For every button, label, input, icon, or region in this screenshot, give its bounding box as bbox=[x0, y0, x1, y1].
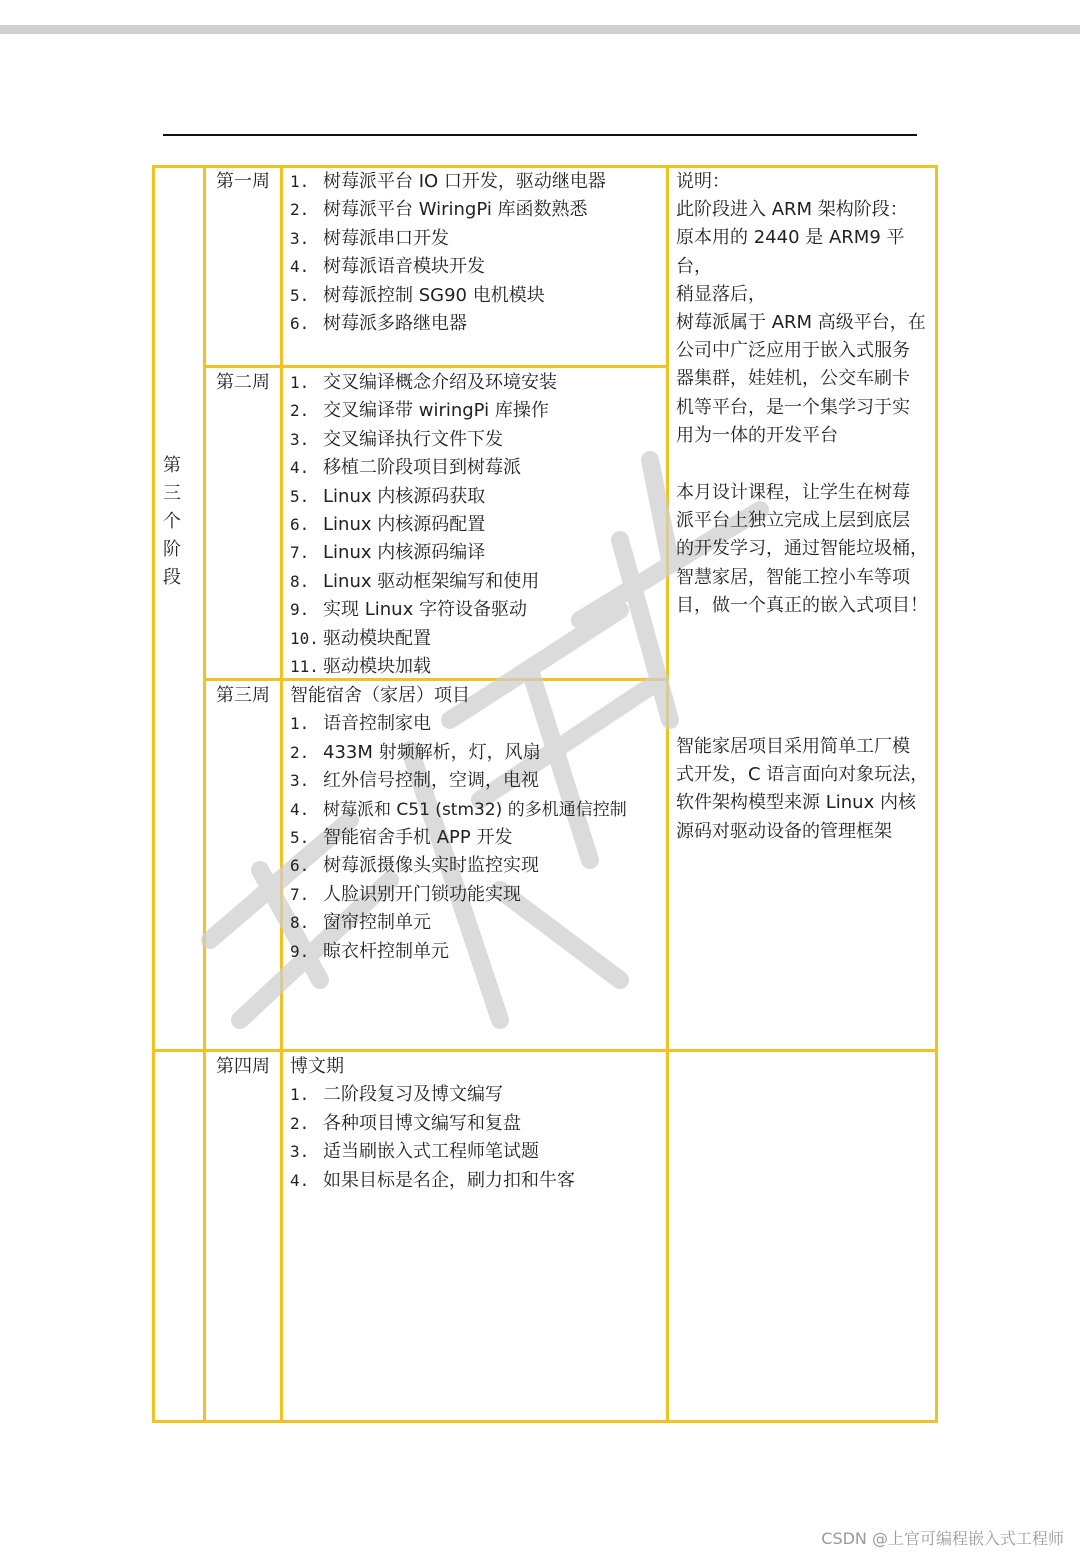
list-item: 4. 树莓派语音模块开发 bbox=[290, 256, 485, 278]
week3-content bbox=[290, 682, 664, 966]
list-item: 4. 树莓派和 C51 (stm32) 的多机通信控制 bbox=[290, 799, 627, 820]
list-item: 5. 智能宿舍手机 APP 开发 bbox=[290, 827, 513, 849]
note-line: 智慧家居，智能工控小车等项 bbox=[676, 566, 910, 588]
stage-label-char: 段 bbox=[163, 567, 181, 588]
list-item: 9. 晾衣杆控制单元 bbox=[290, 940, 449, 962]
list-item: 1. 交叉编译概念介绍及环境安装 bbox=[290, 372, 557, 393]
note-line: 公司中广泛应用于嵌入式服务 bbox=[676, 340, 910, 362]
note-line: 原本用的 2440 是 ARM9 平台， bbox=[676, 227, 905, 277]
week-label: 第四周 bbox=[216, 1056, 270, 1077]
table-divider bbox=[152, 1049, 938, 1052]
list-item: 6. Linux 内核源码配置 bbox=[290, 514, 486, 536]
note-line: 目，做一个真正的嵌入式项目！ bbox=[676, 594, 928, 616]
list-item: 1. 语音控制家电 bbox=[290, 713, 431, 735]
stage-label-char: 三 bbox=[163, 483, 181, 504]
list-item: 4. 如果目标是名企，刷力扣和牛客 bbox=[290, 1169, 575, 1191]
list-item: 7. 人脸识别开门锁功能实现 bbox=[290, 883, 521, 905]
list-item: 5. 树莓派控制 SG90 电机模块 bbox=[290, 284, 545, 306]
table-divider bbox=[280, 165, 283, 1423]
notes-block-smarthome bbox=[676, 733, 932, 846]
note-line: 用为一体的开发平台 bbox=[676, 424, 838, 446]
stage-label bbox=[156, 452, 188, 592]
note-line: 派平台上独立完成上层到底层 bbox=[676, 510, 910, 532]
note-line: 式开发，C 语言面向对象玩法， bbox=[676, 764, 929, 786]
notes-block-intro bbox=[676, 168, 932, 450]
header-rule bbox=[163, 134, 917, 136]
list-item: 1. 树莓派平台 IO 口开发，驱动继电器 bbox=[290, 171, 606, 192]
notes-block-course bbox=[676, 479, 932, 620]
list-item: 7. Linux 内核源码编译 bbox=[290, 542, 486, 564]
note-line: 树莓派属于 ARM 高级平台，在 bbox=[676, 312, 926, 334]
stage-label-char: 第 bbox=[163, 455, 181, 476]
list-item: 2. 各种项目博文编写和复盘 bbox=[290, 1112, 521, 1134]
note-line: 稍显落后， bbox=[676, 283, 766, 305]
note-line: 机等平台，是一个集学习于实 bbox=[676, 396, 910, 418]
week-label: 第一周 bbox=[216, 171, 270, 192]
note-line: 此阶段进入 ARM 架构阶段： bbox=[676, 199, 908, 221]
week4-content bbox=[290, 1053, 664, 1195]
week-label: 第三周 bbox=[216, 685, 270, 706]
list-item: 8. 窗帘控制单元 bbox=[290, 912, 431, 934]
week2-content bbox=[290, 369, 664, 681]
note-line: 智能家居项目采用简单工厂模 bbox=[676, 736, 910, 757]
week1-content bbox=[290, 168, 664, 338]
list-item: 10. 驱动模块配置 bbox=[290, 627, 431, 649]
list-item: 8. Linux 驱动框架编写和使用 bbox=[290, 570, 540, 592]
list-item: 2. 433M 射频解析，灯，风扇 bbox=[290, 741, 541, 763]
list-item: 1. 二阶段复习及博文编写 bbox=[290, 1084, 503, 1106]
list-item: 3. 适当刷嵌入式工程师笔试题 bbox=[290, 1141, 539, 1163]
note-line: 软件架构模型来源 Linux 内核 bbox=[676, 792, 916, 814]
note-line: 器集群，娃娃机，公交车刷卡 bbox=[676, 368, 910, 390]
note-line: 源码对驱动设备的管理框架 bbox=[676, 820, 892, 842]
table-divider bbox=[666, 165, 669, 1423]
list-item: 2. 交叉编译带 wiringPi 库操作 bbox=[290, 400, 549, 422]
table-divider bbox=[203, 365, 668, 368]
list-item: 4. 移植二阶段项目到树莓派 bbox=[290, 457, 521, 479]
list-item: 9. 实现 Linux 字符设备驱动 bbox=[290, 599, 527, 621]
note-line: 本月设计课程，让学生在树莓 bbox=[676, 482, 910, 503]
section-title: 智能宿舍（家居）项目 bbox=[290, 685, 470, 706]
top-gray-bar bbox=[0, 25, 1080, 34]
list-item: 6. 树莓派多路继电器 bbox=[290, 313, 467, 335]
list-item: 11. 驱动模块加载 bbox=[290, 656, 431, 678]
list-item: 5. Linux 内核源码获取 bbox=[290, 485, 486, 507]
list-item: 6. 树莓派摄像头实时监控实现 bbox=[290, 855, 539, 877]
note-line: 的开发学习，通过智能垃圾桶， bbox=[676, 538, 928, 560]
list-item: 2. 树莓派平台 WiringPi 库函数熟悉 bbox=[290, 199, 588, 221]
section-title: 博文期 bbox=[290, 1056, 344, 1077]
week-label: 第二周 bbox=[216, 372, 270, 393]
list-item: 3. 红外信号控制，空调，电视 bbox=[290, 770, 539, 792]
stage-label-char: 阶 bbox=[163, 539, 181, 560]
list-item: 3. 交叉编译执行文件下发 bbox=[290, 428, 503, 450]
note-line: 说明： bbox=[676, 171, 730, 192]
stage-label-char: 个 bbox=[163, 511, 181, 532]
footer-credit: CSDN @上官可编程嵌入式工程师 bbox=[821, 1529, 1064, 1548]
list-item: 3. 树莓派串口开发 bbox=[290, 227, 449, 249]
table-divider bbox=[203, 165, 206, 1423]
